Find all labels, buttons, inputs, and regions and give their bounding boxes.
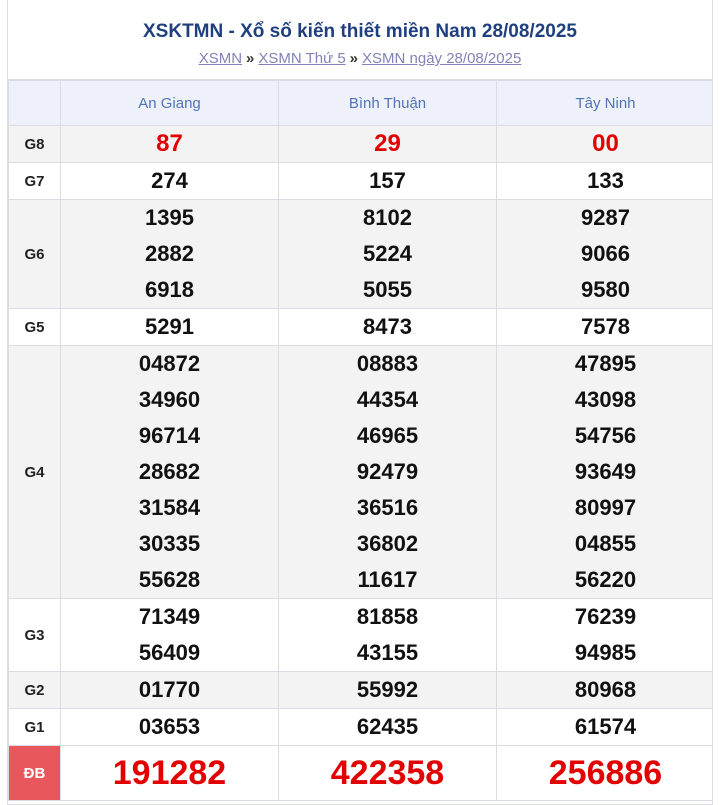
result-number: 08883: [356, 351, 419, 376]
result-cell: [61, 163, 279, 200]
result-cell: [61, 126, 279, 163]
breadcrumb-link-thursday[interactable]: XSMN Thứ 5: [258, 50, 346, 67]
result-number: 9580: [581, 277, 630, 302]
prize-row-g1: [9, 709, 714, 746]
result-cell: [279, 126, 497, 163]
result-number: 56220: [574, 567, 637, 592]
prize-row-g8: [9, 126, 714, 163]
result-number: 92479: [356, 459, 419, 484]
result-cell: [279, 163, 497, 200]
prize-row-đb: [9, 746, 714, 801]
result-cell: [497, 746, 714, 801]
result-cell: [61, 599, 279, 672]
result-number: 28682: [138, 459, 201, 484]
result-number: 62435: [356, 714, 419, 739]
result-number: 80968: [574, 677, 637, 702]
result-number: 9066: [581, 241, 630, 266]
result-number: 94985: [574, 640, 637, 665]
result-number: 11617: [357, 567, 418, 592]
result-cell: [497, 672, 714, 709]
prize-row-g2: [9, 672, 714, 709]
result-cell: [497, 163, 714, 200]
result-number: 71349: [138, 604, 201, 629]
result-number: 04855: [574, 531, 637, 556]
result-number: 93649: [574, 459, 637, 484]
result-cell: [497, 709, 714, 746]
result-number: 30335: [138, 531, 201, 556]
result-number: 87: [156, 130, 183, 157]
result-cell: [497, 599, 714, 672]
prize-label: G8: [9, 126, 61, 163]
result-number: 36802: [356, 531, 419, 556]
result-cell: [61, 709, 279, 746]
result-number: 76239: [574, 604, 637, 629]
result-cell: [497, 200, 714, 309]
result-number: 157: [369, 168, 406, 193]
prize-label: G2: [9, 672, 61, 709]
result-number: 256886: [548, 754, 663, 792]
result-cell: [279, 599, 497, 672]
page-title: XSKTMN - Xổ số kiến thiết miền Nam 28/08/2025: [143, 21, 577, 42]
result-number: 191282: [112, 754, 227, 792]
result-cell: [61, 346, 279, 599]
result-number: 56409: [138, 640, 201, 665]
result-number: 2882: [145, 241, 194, 266]
results-table: [8, 80, 713, 801]
result-number: 61574: [574, 714, 637, 739]
result-cell: [61, 200, 279, 309]
breadcrumb: [8, 49, 712, 69]
result-cell: [279, 309, 497, 346]
prize-label: G5: [9, 309, 61, 346]
result-cell: [279, 200, 497, 309]
result-number: 00: [592, 130, 619, 157]
result-number: 5224: [363, 241, 412, 266]
prize-row-g4: [9, 346, 714, 599]
result-number: 54756: [574, 423, 637, 448]
result-number: 8473: [363, 314, 412, 339]
result-number: 36516: [356, 495, 419, 520]
result-number: 55628: [138, 567, 201, 592]
result-number: 43155: [356, 640, 419, 665]
result-number: 6918: [145, 277, 194, 302]
result-cell: [279, 709, 497, 746]
breadcrumb-link-xsmn[interactable]: XSMN: [198, 50, 243, 67]
result-number: 04872: [138, 351, 201, 376]
result-cell: [497, 346, 714, 599]
prize-label: G7: [9, 163, 61, 200]
result-cell: [61, 309, 279, 346]
result-number: 133: [587, 168, 624, 193]
result-number: 47895: [574, 351, 637, 376]
result-number: 5291: [145, 314, 194, 339]
prize-label: G4: [9, 346, 61, 599]
result-cell: [61, 746, 279, 801]
prize-label: G3: [9, 599, 61, 672]
result-number: 8102: [363, 205, 412, 230]
result-number: 96714: [138, 423, 201, 448]
result-number: 80997: [574, 495, 637, 520]
prize-label: ĐB: [9, 746, 61, 801]
result-number: 9287: [581, 205, 630, 230]
result-number: 1395: [145, 205, 194, 230]
prize-row-g6: [9, 200, 714, 309]
result-cell: [279, 672, 497, 709]
result-number: 29: [374, 130, 401, 157]
prize-row-g3: [9, 599, 714, 672]
result-number: 7578: [581, 314, 630, 339]
breadcrumb-separator: »: [246, 50, 255, 67]
result-cell: [279, 346, 497, 599]
province-header-an-giang[interactable]: An Giang: [61, 81, 279, 126]
result-cell: [279, 746, 497, 801]
result-number: 55992: [356, 677, 419, 702]
result-number: 43098: [574, 387, 637, 412]
result-number: 274: [151, 168, 188, 193]
breadcrumb-separator: »: [349, 50, 359, 67]
result-number: 46965: [356, 423, 419, 448]
prize-row-g7: [9, 163, 714, 200]
table-corner: [9, 81, 61, 126]
results-header: [8, 0, 712, 80]
results-panel: [7, 0, 713, 805]
result-number: 81858: [356, 604, 419, 629]
result-cell: [497, 126, 714, 163]
result-number: 01770: [138, 677, 201, 702]
result-number: 44354: [356, 387, 419, 412]
result-number: 5055: [363, 277, 412, 302]
result-number: 03653: [138, 714, 201, 739]
prize-label: G1: [9, 709, 61, 746]
result-number: 34960: [138, 387, 201, 412]
province-header-binh-thuan[interactable]: Bình Thuận: [279, 81, 497, 126]
result-number: 422358: [330, 754, 445, 792]
result-cell: [61, 672, 279, 709]
breadcrumb-link-date[interactable]: XSMN ngày 28/08/2025: [362, 50, 522, 67]
result-cell: [497, 309, 714, 346]
prize-row-g5: [9, 309, 714, 346]
result-number: 31584: [138, 495, 201, 520]
province-header-tay-ninh[interactable]: Tây Ninh: [497, 81, 714, 126]
prize-label: G6: [9, 200, 61, 309]
